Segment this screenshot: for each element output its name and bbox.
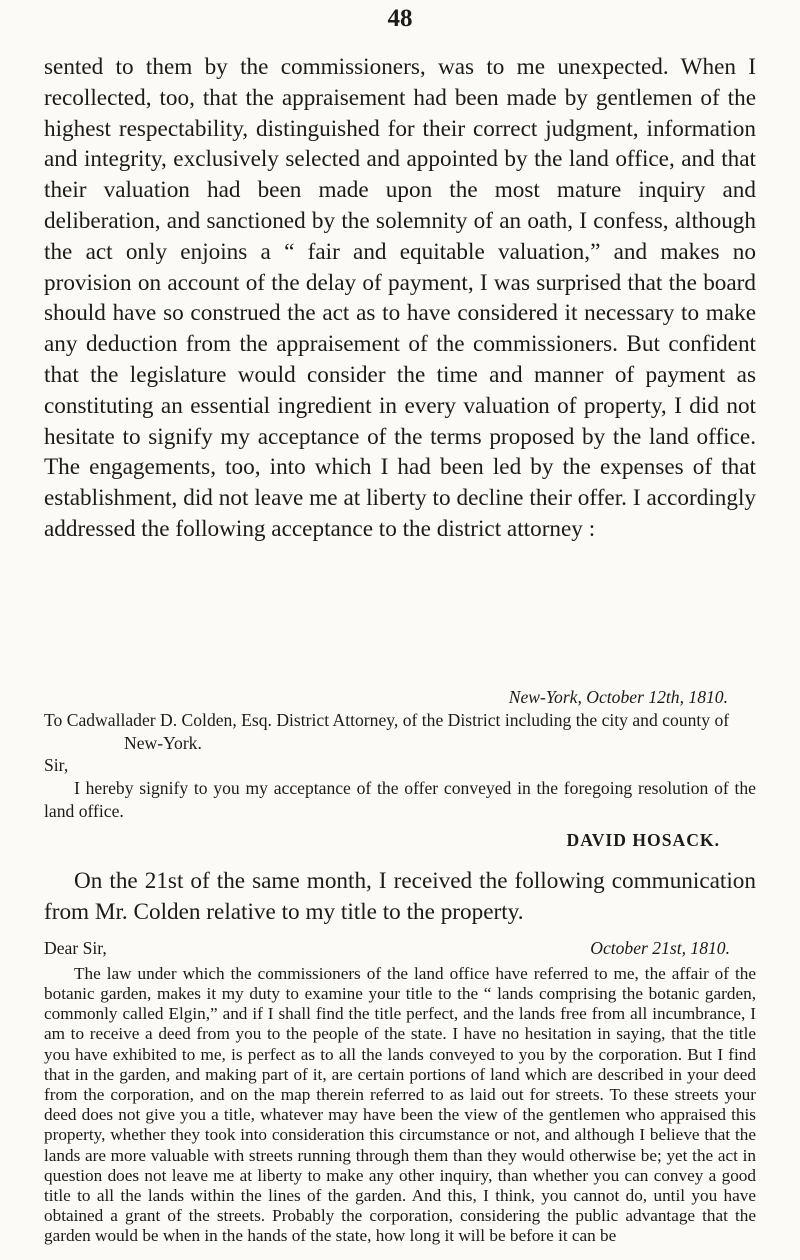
colden-letter (44, 937, 756, 1247)
letter-address: To Cadwallader D. Colden, Esq. District Attorney, of the District including the city and county of New-York. (44, 709, 730, 753)
letter-signature: DAVID HOSACK. (566, 829, 720, 850)
letter-dateline: October 21st, 1810. (590, 938, 730, 958)
letter-salutation: Dear Sir, (44, 938, 107, 958)
acceptance-letter (44, 686, 756, 852)
letter-salutation: Sir, (44, 755, 69, 776)
page-number: 48 (387, 5, 413, 32)
letter-dateline: New-York, October 12th, 1810. (508, 687, 728, 707)
letter-body: The law under which the commissioners of the land office have referred to me, the affair of the botanic garden, makes it my duty to examine your title to the “ lands comprising the botanic garden, commonly called Elgin,” and if I shall find the title perfect, and the lands free from all incumbrance, I am to receive a deed from you to the people of the state. I have no hesitation in saying, that the title you have exhibited to me, is perfect as to all the lands conveyed to you by the corporation. But I find that in the garden, and making part of it, are certain portions of land which are described in your deed from the corporation, and on the map therein referred to as laid out for streets. To these streets your deed does not give you a title, whatever may have been the view of the gentlemen who appraised this property, whether they took into consideration this circumstance or not, and although I believe that the lands are more valuable with streets running through them than they would otherwise be; yet the act in question does not leave me at liberty to make any other inquiry, than whether you can convey a good title to all the lands within the lines of the garden. And this, I think, you cannot do, until you have obtained a grant of the streets. Probably the corporation, considering the public advantage that the garden would be when in the hands of the state, how long it will be before it can be (44, 963, 756, 1246)
intermediate-paragraph: On the 21st of the same month, I received the following communication from Mr. Colden relative to my title to the property. (44, 868, 756, 925)
paragraph-text: sented to them by the commissioners, was to me unexpected. When I recollected, too, that the appraisement had been made by gentlemen of the highest respectability, distinguished for their correct judgment, information and integrity, exclusively selected and appointed by the land office, and that their valuation had been made upon the most mature inquiry and deliberation, and sanctioned by the solemnity of an oath, I confess, although the act only enjoins a “ fair and equitable valuation,” and makes no provision on account of the delay of payment, I was surprised that the board should have so construed the act as to have considered it necessary to make any deduction from the appraisement of the commissioners. But confident that the legislature would consider the time and manner of payment as constituting an essential ingredient in every valuation of property, I did not hesitate to signify my acceptance of the terms proposed by the land office. The engagements, too, into which I had been led by the expenses of that establishment, did not leave me at liberty to decline their offer. I accordingly addressed the following acceptance to the district attorney : (44, 54, 756, 542)
letter-body: I hereby signify to you my acceptance of the offer conveyed in the foregoing resolution of the land office. (44, 778, 756, 821)
opening-paragraph (44, 52, 756, 545)
letter-header-row (44, 937, 756, 960)
